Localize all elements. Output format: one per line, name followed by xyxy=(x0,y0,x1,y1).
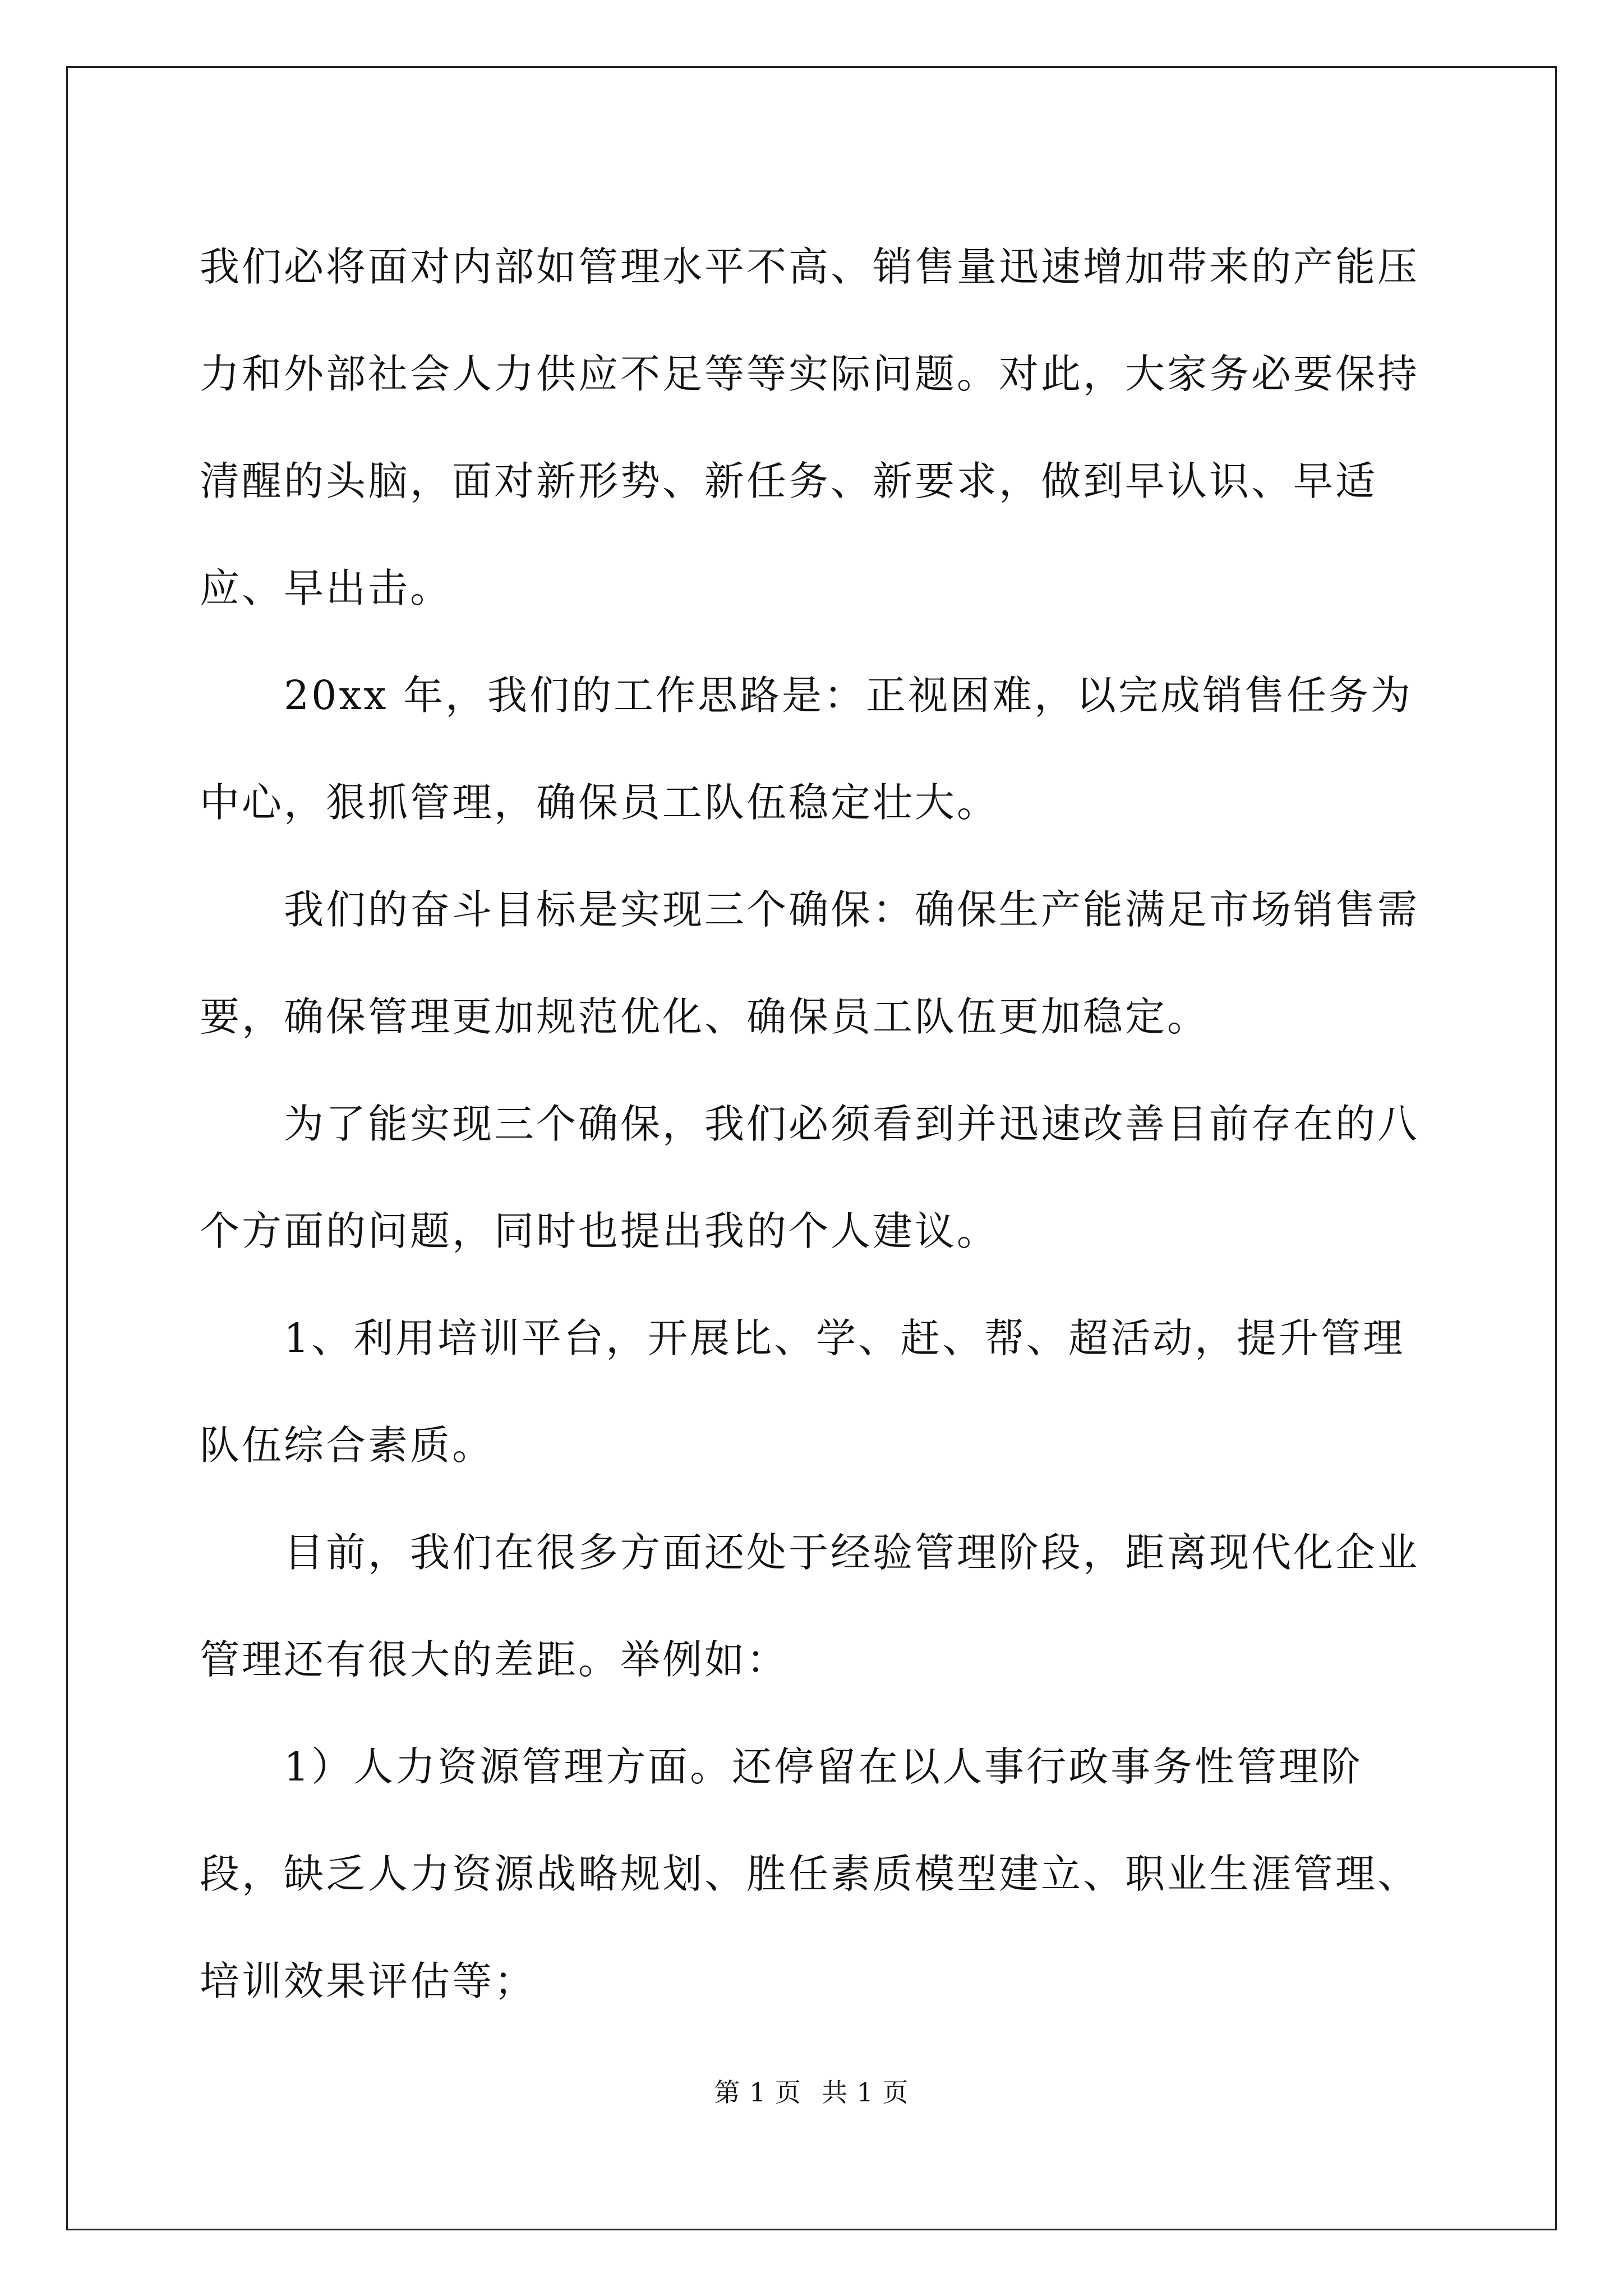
paragraph-1: 我们必将面对内部如管理水平不高、销售量迅速增加带来的产能压力和外部社会人力供应不足等等实际问题。对此，大家务必要保持清醒的头脑，面对新形势、新任务、新要求，做到早认识、早适应、早出击。 xyxy=(200,243,1420,611)
page-footer xyxy=(0,2076,1623,2109)
paragraph-3: 我们的奋斗目标是实现三个确保：确保生产能满足市场销售需要，确保管理更加规范优化、确保员工队伍更加稳定。 xyxy=(200,886,1420,1040)
page-number: 第 1 页 xyxy=(714,2077,801,2108)
paragraph-2: 20xx 年，我们的工作思路是：正视困难，以完成销售任务为中心，狠抓管理，确保员工队伍稳定壮大。 xyxy=(200,672,1413,826)
paragraph-7: 1）人力资源管理方面。还停留在以人事行政事务性管理阶段，缺乏人力资源战略规划、胜任素质模型建立、职业生涯管理、培训效果评估等； xyxy=(200,1743,1420,2004)
paragraph-6: 目前，我们在很多方面还处于经验管理阶段，距离现代化企业管理还有很大的差距。举例如： xyxy=(200,1529,1420,1683)
paragraph-5: 1、利用培训平台，开展比、学、赶、帮、超活动，提升管理队伍综合素质。 xyxy=(200,1315,1405,1469)
page-total: 共 1 页 xyxy=(822,2077,909,2108)
document-body xyxy=(200,213,1433,2035)
paragraph-4: 为了能实现三个确保，我们必须看到并迅速改善目前存在的八个方面的问题，同时也提出我的个人建议。 xyxy=(200,1101,1420,1254)
